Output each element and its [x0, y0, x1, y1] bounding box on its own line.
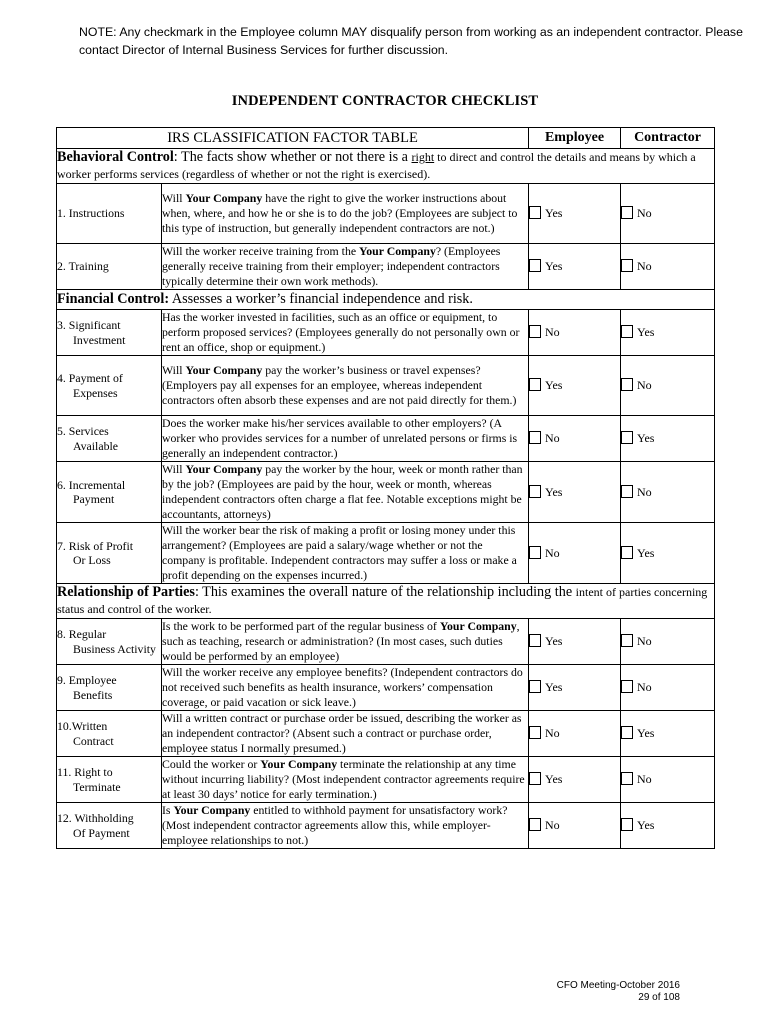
footer-meeting: CFO Meeting-October 2016	[556, 980, 680, 991]
contractor-answer-label: Yes	[637, 325, 655, 339]
table-row	[57, 184, 715, 244]
contractor-answer-label: No	[637, 634, 652, 648]
factor-label	[57, 803, 162, 849]
contractor-checkbox[interactable]	[621, 772, 633, 785]
table-row	[57, 416, 715, 462]
contractor-checkbox[interactable]	[621, 726, 633, 739]
employee-answer-label: Yes	[545, 680, 563, 694]
factor-label-line: 9. Employee	[57, 673, 117, 687]
employee-checkbox[interactable]	[529, 818, 541, 831]
employee-answer	[529, 416, 621, 462]
employee-checkbox[interactable]	[529, 378, 541, 391]
section-financial-control	[57, 290, 715, 310]
factor-label-line: Investment	[73, 332, 126, 347]
employee-answer	[529, 757, 621, 803]
contractor-answer	[621, 310, 715, 356]
factor-question: Has the worker invested in facilities, such as an office or equipment, to perform proposed services? (Employees generally do not personally own or rent an office, shop or equipment.)	[162, 310, 529, 356]
employee-answer	[529, 310, 621, 356]
contractor-checkbox[interactable]	[621, 634, 633, 647]
employee-answer-label: No	[545, 818, 560, 832]
contractor-answer	[621, 619, 715, 665]
section-description: : The facts show whether or not there is a right to direct and control the details and means by which a worker performs services (regardless of whether or not the right is exercised).	[57, 149, 696, 181]
table-row	[57, 757, 715, 803]
section-name: Behavioral Control	[57, 149, 174, 165]
page-number: 29 of 108	[638, 992, 680, 1003]
table-row	[57, 244, 715, 290]
employee-answer	[529, 711, 621, 757]
employee-checkbox[interactable]	[529, 206, 541, 219]
contractor-column-header: Contractor	[621, 128, 715, 149]
contractor-answer-label: No	[637, 378, 652, 392]
factor-question: Is Your Company entitled to withhold payment for unsatisfactory work? (Most independent contractor agreements allow this, while employer-employee relationships to not.)	[162, 803, 529, 849]
factor-label-line: 7. Risk of Profit	[57, 538, 134, 553]
section-description: Assesses a worker’s financial independence and risk.	[169, 291, 473, 307]
employee-answer-label: Yes	[545, 206, 563, 220]
table-title: IRS CLASSIFICATION FACTOR TABLE	[57, 128, 529, 149]
employee-checkbox[interactable]	[529, 680, 541, 693]
employee-checkbox[interactable]	[529, 634, 541, 647]
factor-question: Will the worker receive any employee benefits? (Independent contractors do not received such benefits as health insurance, workers’ compensation coverage, or paid vacation or sick leave.)	[162, 665, 529, 711]
contractor-answer	[621, 244, 715, 290]
factor-label-line: 8. Regular	[57, 627, 107, 641]
disclaimer-note: NOTE: Any checkmark in the Employee column MAY disqualify person from working as an independent contractor. Please contact Director of Internal Business Services for further discussion.	[79, 25, 743, 57]
section-description: : This examines the overall nature of the relationship including the intent of parties concerning status and control of the worker.	[57, 584, 708, 616]
table-row	[57, 619, 715, 665]
table-header-row	[57, 128, 715, 149]
contractor-answer-label: Yes	[637, 431, 655, 445]
table-row	[57, 523, 715, 584]
contractor-answer	[621, 665, 715, 711]
contractor-answer-label: No	[637, 206, 652, 220]
factor-label	[57, 184, 162, 244]
factor-label	[57, 523, 162, 584]
factor-label	[57, 244, 162, 290]
employee-checkbox[interactable]	[529, 259, 541, 272]
employee-answer-label: Yes	[545, 772, 563, 786]
factor-label-line: Terminate	[73, 779, 121, 794]
factor-label-line: Available	[73, 438, 118, 453]
factor-question: Is the work to be performed part of the regular business of Your Company, such as teaching, research or administration? (In most cases, such duties would be performed by an employee)	[162, 619, 529, 665]
contractor-answer-label: No	[637, 259, 652, 273]
irs-factor-table	[56, 127, 715, 849]
section-name: Relationship of Parties	[57, 584, 195, 600]
factor-label-line: Payment	[73, 492, 115, 506]
factor-label-line: 5. Services	[57, 424, 109, 438]
factor-label-line: 6. Incremental	[57, 477, 126, 492]
factor-label-line: 12. Withholding	[57, 811, 134, 825]
contractor-answer-label: Yes	[637, 726, 655, 740]
employee-answer-label: Yes	[545, 259, 563, 273]
factor-label-line: Of Payment	[73, 825, 130, 840]
table-row	[57, 711, 715, 757]
factor-label-line: 3. Significant	[57, 318, 121, 332]
employee-checkbox[interactable]	[529, 772, 541, 785]
contractor-answer	[621, 803, 715, 849]
employee-checkbox[interactable]	[529, 431, 541, 444]
factor-label-line: 1. Instructions	[57, 206, 125, 221]
section-relationship-of-parties	[57, 584, 715, 619]
employee-answer	[529, 803, 621, 849]
factor-label-line: Expenses	[73, 385, 118, 400]
contractor-answer	[621, 416, 715, 462]
factor-label	[57, 711, 162, 757]
contractor-checkbox[interactable]	[621, 680, 633, 693]
factor-question: Will a written contract or purchase order be issued, describing the worker as an independent contractor? (Absent such a contract or purchase order, employee status I normally presumed.)	[162, 711, 529, 757]
page-title: INDEPENDENT CONTRACTOR CHECKLIST	[231, 93, 539, 109]
contractor-answer-label: Yes	[637, 545, 655, 560]
contractor-answer-label: Yes	[637, 818, 655, 832]
employee-answer	[529, 462, 621, 523]
employee-answer-label: No	[545, 545, 560, 560]
employee-checkbox[interactable]	[529, 546, 541, 559]
employee-answer-label: Yes	[545, 634, 563, 648]
factor-label-line: 2. Training	[57, 259, 109, 274]
contractor-checkbox[interactable]	[621, 378, 633, 391]
employee-answer-label: No	[545, 726, 560, 740]
table-row	[57, 462, 715, 523]
employee-column-header: Employee	[529, 128, 621, 149]
factor-question: Will the worker receive training from the Your Company? (Employees generally receive training from their employer; independent contractors typically determine their own work methods).	[162, 244, 529, 290]
contractor-answer	[621, 184, 715, 244]
factor-label	[57, 356, 162, 416]
contractor-checkbox[interactable]	[621, 546, 633, 559]
factor-label	[57, 665, 162, 711]
factor-label-line: Contract	[73, 733, 114, 748]
contractor-checkbox[interactable]	[621, 325, 633, 338]
factor-question: Will Your Company pay the worker’s business or travel expenses? (Employers pay all expenses for an employee, whereas independent contractors often absorb these expenses and are not paid directly for them.)	[162, 356, 529, 416]
employee-answer	[529, 619, 621, 665]
table-row	[57, 803, 715, 849]
factor-label-line: 10.Written	[57, 719, 108, 733]
employee-answer	[529, 356, 621, 416]
employee-answer	[529, 184, 621, 244]
factor-label-line: 4. Payment of	[57, 371, 123, 385]
table-row	[57, 665, 715, 711]
factor-question: Will Your Company have the right to give the worker instructions about when, where, and how he or she is to do the job? (Employees are subject to this type of instruction, but generally independent contractors are not.)	[162, 184, 529, 244]
employee-checkbox[interactable]	[529, 726, 541, 739]
factor-question: Will Your Company pay the worker by the hour, week or month rather than by the job? (Employees are paid by the hour, week or month, whereas independent contractors often charge a flat fee. Notable exceptions might be accountants, attorneys)	[162, 462, 529, 523]
factor-label	[57, 462, 162, 523]
contractor-checkbox[interactable]	[621, 485, 633, 498]
employee-checkbox[interactable]	[529, 325, 541, 338]
page-footer	[557, 980, 680, 1004]
factor-label-line: Benefits	[73, 687, 113, 702]
employee-answer-label: No	[545, 325, 560, 339]
factor-label-line: 11. Right to	[57, 765, 113, 779]
contractor-answer-label: No	[637, 680, 652, 694]
employee-answer	[529, 523, 621, 584]
contractor-answer	[621, 523, 715, 584]
section-name: Financial Control:	[57, 291, 170, 307]
contractor-answer	[621, 757, 715, 803]
employee-answer	[529, 665, 621, 711]
contractor-checkbox[interactable]	[621, 259, 633, 272]
contractor-answer	[621, 462, 715, 523]
employee-answer-label: Yes	[545, 484, 563, 499]
contractor-answer-label: No	[637, 772, 652, 786]
employee-answer-label: Yes	[545, 378, 563, 392]
factor-label-line: Business Activity	[73, 641, 156, 656]
contractor-answer	[621, 711, 715, 757]
factor-label	[57, 416, 162, 462]
factor-question: Does the worker make his/her services available to other employers? (A worker who provides services for a number of unrelated persons or firms is generally an independent contractor.)	[162, 416, 529, 462]
table-row	[57, 310, 715, 356]
factor-label	[57, 757, 162, 803]
factor-label-line: Or Loss	[73, 553, 111, 567]
contractor-checkbox[interactable]	[621, 206, 633, 219]
section-behavioral-control	[57, 149, 715, 184]
employee-answer-label: No	[545, 431, 560, 445]
factor-label	[57, 310, 162, 356]
contractor-answer	[621, 356, 715, 416]
contractor-checkbox[interactable]	[621, 818, 633, 831]
table-row	[57, 356, 715, 416]
employee-checkbox[interactable]	[529, 485, 541, 498]
contractor-checkbox[interactable]	[621, 431, 633, 444]
contractor-answer-label: No	[637, 484, 652, 499]
employee-answer	[529, 244, 621, 290]
factor-label	[57, 619, 162, 665]
factor-question: Will the worker bear the risk of making a profit or losing money under this arrangement? (Employees are paid a salary/wage whether or not the company is profitable. Independent contractors may suffer a loss or make a profit depending on the expenses incurred.)	[162, 523, 529, 584]
factor-question: Could the worker or Your Company terminate the relationship at any time without incurring liability? (Most independent contractor agreements require at least 30 days’ notice for early termination.)	[162, 757, 529, 803]
